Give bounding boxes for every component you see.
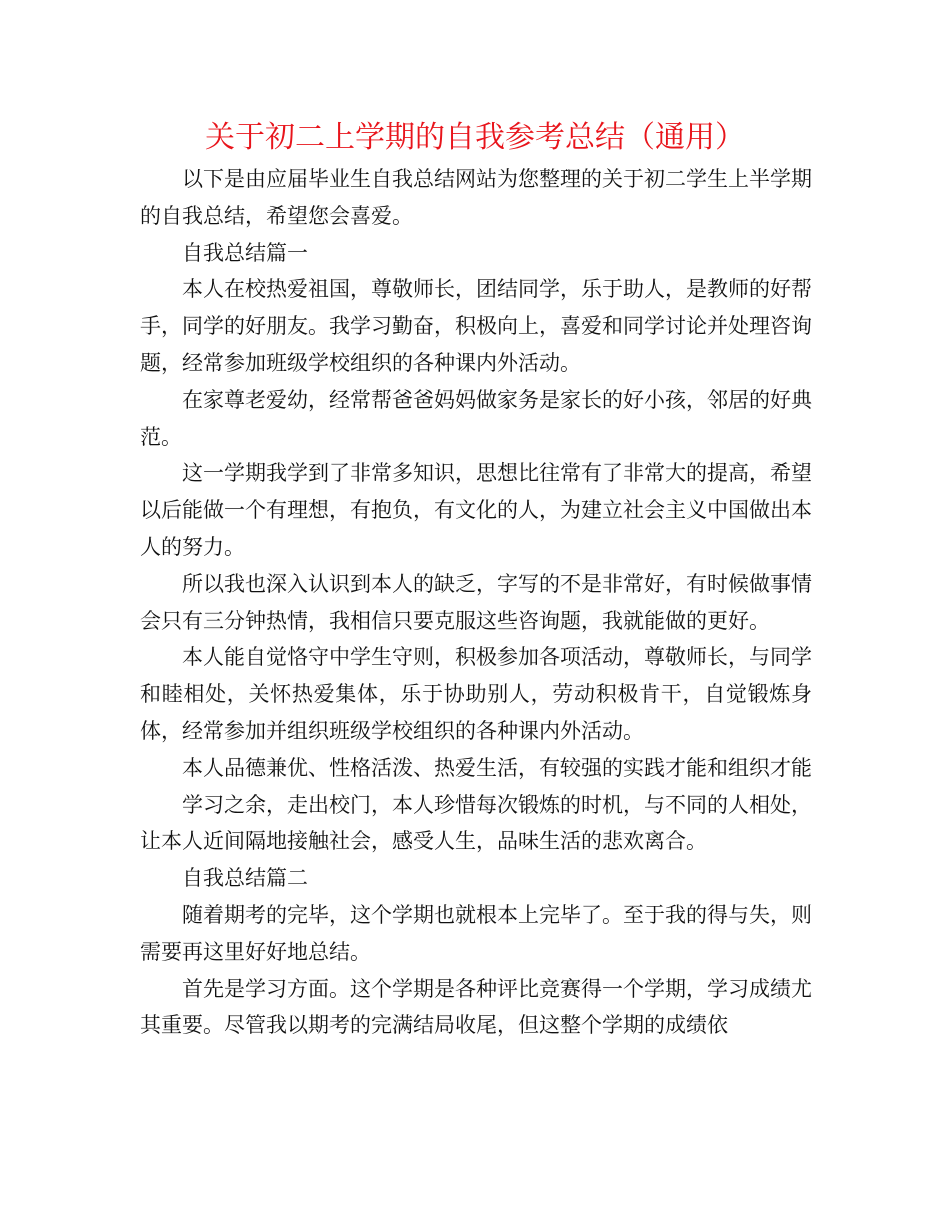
section-heading-1: 自我总结篇一 xyxy=(182,240,308,265)
paragraph-intro: 以下是由应届毕业生自我总结网站为您整理的关于初二学生上半学期的自我总结，希望您会喜爱。 xyxy=(140,167,812,228)
paragraph: 学习之余，走出校门，本人珍惜每次锻炼的时机，与不同的人相处，让本人近间隔地接触社会，感受人生，品味生活的悲欢离合。 xyxy=(140,792,812,854)
section-heading-2: 自我总结篇二 xyxy=(182,866,308,891)
paragraph: 本人品德兼优、性格活泼、热爱生活，有较强的实践才能和组织才能 xyxy=(182,755,812,780)
paragraph: 这一学期我学到了非常多知识，思想比往常有了非常大的提高，希望以后能做一个有理想，有抱负，有文化的人，为建立社会主义中国做出本人的努力。 xyxy=(140,461,812,559)
paragraph: 本人能自觉恪守中学生守则，积极参加各项活动，尊敬师长，与同学和睦相处，关怀热爱集体，乐于协助别人，劳动积极肯干，自觉锻炼身体，经常参加并组织班级学校组织的各种课内外活动。 xyxy=(140,645,812,743)
paragraph: 随着期考的完毕，这个学期也就根本上完毕了。至于我的得与失，则需要再这里好好地总结。 xyxy=(140,902,812,964)
document-title: 关于初二上学期的自我参考总结（通用） xyxy=(205,120,745,155)
document-body xyxy=(140,161,812,1044)
paragraph: 首先是学习方面。这个学期是各种评比竞赛得一个学期，学习成绩尤其重要。尽管我以期考的完满结局收尾，但这整个学期的成绩依 xyxy=(140,976,812,1038)
paragraph: 所以我也深入认识到本人的缺乏，字写的不是非常好，有时候做事情会只有三分钟热情，我相信只要克服这些咨询题，我就能做的更好。 xyxy=(140,571,812,633)
paragraph: 本人在校热爱祖国，尊敬师长，团结同学，乐于助人，是教师的好帮手，同学的好朋友。我学习勤奋，积极向上，喜爱和同学讨论并处理咨询题，经常参加班级学校组织的各种课内外活动。 xyxy=(140,277,812,375)
paragraph: 在家尊老爱幼，经常帮爸爸妈妈做家务是家长的好小孩，邻居的好典范。 xyxy=(140,387,812,449)
